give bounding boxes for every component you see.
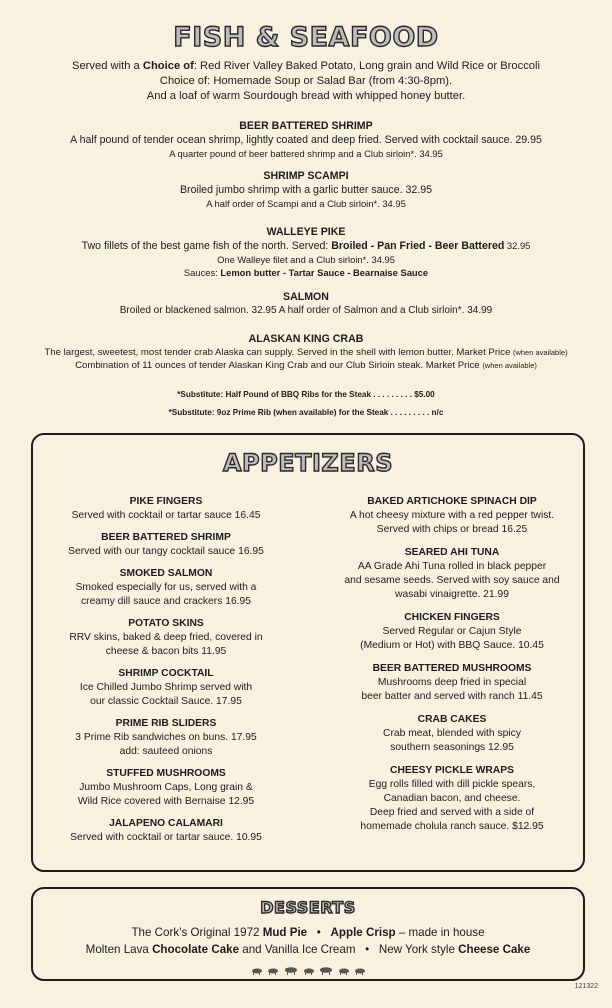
appetizer-item [35, 817, 297, 845]
desserts-line-1: The Cork’s Original 1972 Mud Pie • Apple Crisp – made in house [131, 926, 485, 939]
appetizers-title: APPETIZERS [222, 449, 393, 477]
appetizer-desc: Egg rolls filled with dill pickle spears, [368, 779, 536, 790]
appetizer-desc: Mushrooms deep fried in special [377, 677, 527, 688]
appetizer-item [321, 713, 583, 755]
appetizer-item [35, 667, 297, 709]
item-combo: A half order of Scampi and a Club sirloin*. 34.95 [206, 198, 406, 209]
item-desc: A half pound of tender ocean shrimp, lightly coated and deep fried. Served with cocktail sauce. 29.95 [70, 134, 542, 146]
appetizer-item [321, 495, 583, 537]
appetizer-name: POTATO SKINS [128, 618, 204, 629]
appetizer-desc: RRV skins, baked & deep fried, covered in [69, 632, 263, 643]
appetizer-desc: and sesame seeds. Served with soy sauce and [344, 575, 560, 586]
appetizer-name: CRAB CAKES [417, 714, 487, 725]
desserts-title: DESSERTS [260, 898, 356, 917]
appetizer-desc: add: sauteed onions [119, 746, 213, 757]
appetizer-name: CHICKEN FINGERS [404, 612, 500, 623]
appetizer-desc: Served Regular or Cajun Style [382, 626, 522, 637]
item-combo: One Walleye filet and a Club sirloin*. 34.95 [217, 254, 395, 265]
appetizer-desc: AA Grade Ahi Tuna rolled in black pepper [357, 561, 547, 572]
appetizer-name: SMOKED SALMON [119, 568, 213, 579]
appetizers-right-column [321, 495, 583, 843]
item-name: SALMON [283, 291, 329, 303]
appetizer-desc: homemade cholula ranch sauce. $12.95 [360, 821, 544, 832]
appetizer-desc: A hot cheesy mixture with a red pepper twist. [349, 510, 555, 521]
appetizer-desc: Served with our tangy cocktail sauce 16.95 [68, 546, 264, 557]
appetizer-desc: creamy dill sauce and crackers 16.95 [81, 596, 251, 607]
item-desc: Two fillets of the best game fish of the north. Served: Broiled - Pan Fried - Beer Battered 32.95 [81, 240, 531, 252]
appetizer-desc: Served with cocktail or tartar sauce. 10.95 [70, 832, 262, 843]
appetizer-item [35, 567, 297, 609]
appetizer-item [35, 531, 297, 559]
appetizer-name: JALAPENO CALAMARI [109, 818, 223, 829]
appetizers-box [31, 433, 585, 872]
appetizer-name: PRIME RIB SLIDERS [115, 718, 217, 729]
appetizer-item [321, 662, 583, 704]
desserts-line-2: Molten Lava Chocolate Cake and Vanilla Ice Cream • New York style Cheese Cake [85, 943, 531, 956]
appetizer-desc: Ice Chilled Jumbo Shrimp served with [79, 682, 253, 693]
appetizer-desc: our classic Cocktail Sauce. 17.95 [90, 696, 242, 707]
item-sauces: Sauces: Lemon butter - Tartar Sauce - Bearnaise Sauce [183, 267, 429, 278]
decorative-animals-icon [249, 965, 369, 975]
appetizer-name: CHEESY PICKLE WRAPS [390, 765, 514, 776]
item-combo: A quarter pound of beer battered shrimp and a Club sirloin*. 34.95 [169, 148, 443, 159]
appetizer-item [35, 767, 297, 809]
desserts-box [31, 887, 585, 981]
substitute-ribs: *Substitute: Half Pound of BBQ Ribs for the Steak . . . . . . . . . $5.00 [177, 390, 435, 399]
appetizer-name: BAKED ARTICHOKE SPINACH DIP [367, 496, 537, 507]
appetizer-item [35, 617, 297, 659]
appetizer-desc: southern seasonings 12.95 [390, 742, 514, 753]
appetizer-name: PIKE FINGERS [129, 496, 203, 507]
appetizer-item [321, 611, 583, 653]
appetizer-desc: Wild Rice covered with Bernaise 12.95 [77, 796, 255, 807]
menu-item-walleye-pike [0, 225, 612, 279]
appetizer-desc: Served with chips or bread 16.25 [376, 524, 528, 535]
appetizer-name: SEARED AHI TUNA [404, 547, 500, 558]
appetizer-desc: wasabi vinaigrette. 21.99 [395, 589, 509, 600]
appetizer-desc: Jumbo Mushroom Caps, Long grain & [79, 782, 253, 793]
appetizer-desc: cheese & bacon bits 11.95 [105, 646, 227, 657]
appetizer-desc: Deep fried and served with a side of [369, 807, 535, 818]
appetizers-left-column [35, 495, 297, 853]
appetizer-desc: (Medium or Hot) with BBQ Sauce. 10.45 [360, 640, 544, 651]
item-name: SHRIMP SCAMPI [263, 170, 349, 182]
appetizer-name: BEER BATTERED SHRIMP [101, 532, 231, 543]
substitute-prime-rib: *Substitute: 9oz Prime Rib (when available) for the Steak . . . . . . . . . n/c [168, 408, 444, 417]
appetizer-desc: Crab meat, blended with spicy [383, 728, 521, 739]
appetizer-item [35, 717, 297, 759]
appetizer-name: SHRIMP COCKTAIL [118, 668, 214, 679]
appetizer-name: STUFFED MUSHROOMS [106, 768, 226, 779]
item-name: ALASKAN KING CRAB [248, 333, 364, 345]
appetizer-desc: 3 Prime Rib sandwiches on buns. 17.95 [75, 732, 257, 743]
menu-item-alaskan-king-crab [0, 332, 612, 372]
appetizer-desc: Served with cocktail or tartar sauce 16.45 [71, 510, 261, 521]
appetizer-item [321, 764, 583, 834]
menu-item-salmon [0, 290, 612, 317]
appetizer-item [35, 495, 297, 523]
item-desc: The largest, sweetest, most tender crab Alaska can supply. Served in the shell with lemon butter. Market Price (when available) [44, 347, 568, 358]
item-desc: Broiled or blackened salmon. 32.95 A half order of Salmon and a Club sirloin*. 34.99 [119, 305, 493, 316]
appetizer-name: BEER BATTERED MUSHROOMS [372, 663, 532, 674]
fish-intro: Served with a Choice of: Red River Valley Baked Potato, Long grain and Wild Rice or Broccoli Choice of: Homemade Soup or Salad Bar (from 4:30-8pm). And a loaf of warm Sourdough bread with whipped honey butter. [71, 60, 540, 102]
item-combo: Combination of 11 ounces of tender Alaskan King Crab and our Club Sirloin steak. Market Price (when available) [75, 360, 537, 371]
appetizer-desc: beer batter and served with ranch 11.45 [361, 691, 543, 702]
item-name: BEER BATTERED SHRIMP [239, 120, 373, 132]
item-desc: Broiled jumbo shrimp with a garlic butter sauce. 32.95 [179, 184, 433, 196]
appetizer-item [321, 546, 583, 602]
fish-seafood-title: FISH & SEAFOOD [173, 22, 439, 53]
menu-item-beer-battered-shrimp [0, 119, 612, 160]
item-name: WALLEYE PIKE [266, 226, 346, 238]
appetizer-desc: Smoked especially for us, served with a [75, 582, 257, 593]
menu-item-shrimp-scampi [0, 169, 612, 210]
appetizer-desc: Canadian bacon, and cheese. [383, 793, 521, 804]
menu-code: 121322 [574, 983, 598, 990]
